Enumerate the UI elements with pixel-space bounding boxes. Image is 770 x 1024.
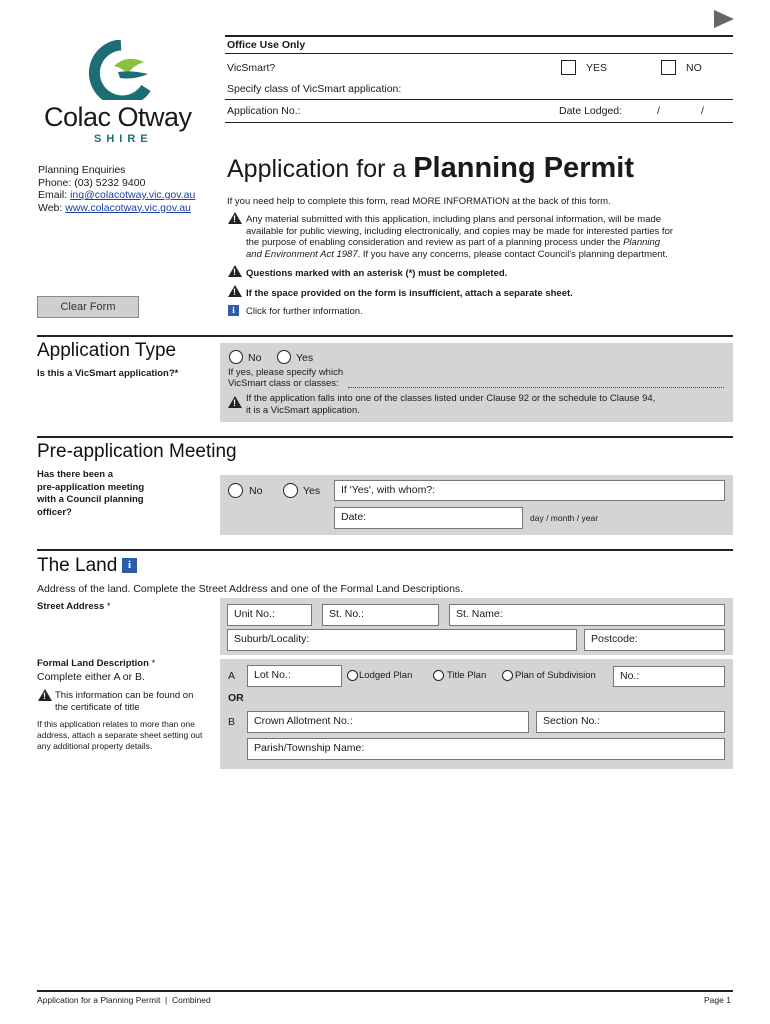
plan-no-field[interactable]: No.: [613,666,725,687]
logo-shire: SHIRE [94,133,153,145]
app-type-note-2: it is a VicSmart application. [246,405,360,416]
office-yes-label: YES [586,62,608,74]
warning-icon [228,265,242,277]
office-date-lodged: Date Lodged: [559,105,623,117]
email-label: Email: [38,189,71,201]
page-title-main: Planning Permit [413,152,634,184]
office-rule-2 [225,99,733,100]
option-a-label: A [228,670,236,682]
intro-help: If you need help to complete this form, read MORE INFORMATION at the back of this form. [227,196,611,207]
email-link[interactable]: inq@colacotway.vic.gov.au [70,189,196,201]
pre-app-title: Pre-application Meeting [37,441,237,462]
office-no-label: NO [686,62,702,74]
office-rule-1 [225,53,733,54]
street-address-label [37,601,111,612]
land-info-icon[interactable]: i [122,558,137,573]
land-address-intro: Address of the land. Complete the Street Address and one of the Formal Land Descriptions. [37,583,464,595]
pre-app-q3: with a Council planning [37,494,144,505]
pre-app-yes-radio[interactable] [283,483,298,498]
st-no-field[interactable]: St. No.: [322,604,439,626]
info-icon[interactable]: i [228,305,239,316]
suburb-field[interactable]: Suburb/Locality: [227,629,577,651]
material-line-4 [246,249,673,261]
lodged-plan-radio[interactable] [347,670,358,681]
date-hint: day / month / year [530,513,599,523]
page-title [227,152,634,185]
office-vicsmart: VicSmart? [227,62,276,74]
vicsmart-class-field[interactable] [348,387,724,388]
app-type-title: Application Type [37,340,177,361]
warning-icon [38,689,52,701]
intro-click: Click for further information. [246,306,363,317]
pre-app-q1: Has there been a [37,469,114,480]
multi-line-1: If this application relates to more than one [37,719,195,729]
formal-land-label [37,658,155,669]
material-line-4b: . If you have any concerns, please contact Council's planning department. [357,248,668,260]
office-slash-2: / [701,105,704,117]
clear-form-button[interactable]: Clear Form [37,296,139,318]
formal-land-sub: Complete either A or B. [37,671,145,683]
web-label: Web: [38,201,66,214]
plan-subdivision-label: Plan of Subdivision [515,670,596,681]
cert-line-2: the certificate of title [55,702,140,713]
postcode-field[interactable]: Postcode: [584,629,725,651]
land-title: The Land [37,555,118,576]
cert-line-1: This information can be found on [55,690,194,701]
logo-mark-icon [36,40,206,100]
app-type-specify-2: VicSmart class or classes: [228,378,339,389]
pre-app-no-label: No [249,485,263,497]
or-label: OR [228,692,244,704]
lodged-plan-label: Lodged Plan [359,670,413,681]
next-page-arrow-icon[interactable] [714,10,734,28]
street-star: * [104,601,111,612]
material-line-1: Any material submitted with this application, including plans and personal information, will be made [246,214,662,225]
app-type-yes-radio[interactable] [277,350,291,364]
land-rule [37,549,733,551]
contact-phone: Phone: (03) 5232 9400 [38,176,146,189]
app-type-note-1: If the application falls into one of the classes listed under Clause 92 or the schedule to Clause 94, [246,393,656,404]
footer-page: Page 1 [704,995,731,1005]
material-line-3b: Planning [623,237,661,249]
pre-app-q4: officer? [37,506,72,518]
with-whom-field[interactable]: If 'Yes', with whom?: [334,480,725,501]
contact-block [38,164,195,214]
intro-material [246,214,673,260]
material-line-4a: and Environment Act 1987 [246,248,358,260]
page-title-prefix: Application for a [227,155,414,183]
contact-email-row [38,189,195,202]
pre-app-q2: pre-application meeting [37,481,145,493]
material-line-2: available for public viewing, including electronically, and copies may be made for interested parties for [246,225,674,237]
office-app-no: Application No.: [227,105,301,117]
office-rule-3 [225,122,733,123]
title-plan-label: Title Plan [447,670,487,681]
app-type-no-radio[interactable] [229,350,243,364]
office-yes-checkbox[interactable] [561,60,576,75]
warning-icon [228,396,242,408]
option-b-label: B [228,716,236,728]
meeting-date-field[interactable]: Date: [334,507,523,529]
app-type-specify-1: If yes, please specify which [228,367,344,378]
title-plan-radio[interactable] [433,670,444,681]
footer-left: Application for a Planning Permit | Combined [37,995,211,1005]
multi-address-note [37,719,202,752]
parish-field[interactable]: Parish/Township Name: [247,738,725,760]
pre-app-yes-label: Yes [303,485,321,497]
material-line-3 [246,237,673,249]
council-logo [36,40,206,150]
office-top-rule [225,35,733,37]
web-link[interactable]: www.colacotway.vic.gov.au [65,201,191,214]
office-slash-1: / [657,105,660,117]
cert-note [55,690,193,714]
st-name-field[interactable]: St. Name: [449,604,725,626]
intro-asterisk: Questions marked with an asterisk (*) must be completed. [246,268,508,279]
plan-subdivision-radio[interactable] [502,670,513,681]
office-specify: Specify class of VicSmart application: [227,83,402,95]
app-type-question: Is this a VicSmart application?* [37,368,179,379]
multi-line-3: any additional property details. [37,741,153,751]
office-no-checkbox[interactable] [661,60,676,75]
logo-name: Colac Otway [44,102,192,132]
warning-icon [228,285,242,297]
formal-star: * [148,658,156,669]
material-line-3a: the purpose of enabling consideration and review as part of a planning process under the [246,237,624,249]
intro-space: If the space provided on the form is insufficient, attach a separate sheet. [246,288,573,299]
pre-app-rule [37,436,733,438]
app-type-yes-label: Yes [296,352,314,364]
app-type-rule [37,335,733,337]
section-no-field[interactable]: Section No.: [536,711,725,733]
street-label-text: Street Address [37,601,105,612]
contact-web-row [38,202,195,215]
lot-no-field[interactable]: Lot No.: [247,665,342,687]
footer-rule [37,990,733,992]
warning-icon [228,212,242,224]
office-title: Office Use Only [227,39,306,51]
formal-label-text: Formal Land Description [37,658,149,669]
pre-app-no-radio[interactable] [228,483,243,498]
unit-no-field[interactable]: Unit No.: [227,604,312,626]
pre-app-question [37,469,144,519]
multi-line-2: address, attach a separate sheet setting out [37,730,203,740]
app-type-no-label: No [248,352,262,364]
contact-heading: Planning Enquiries [38,164,126,176]
crown-allotment-field[interactable]: Crown Allotment No.: [247,711,529,733]
